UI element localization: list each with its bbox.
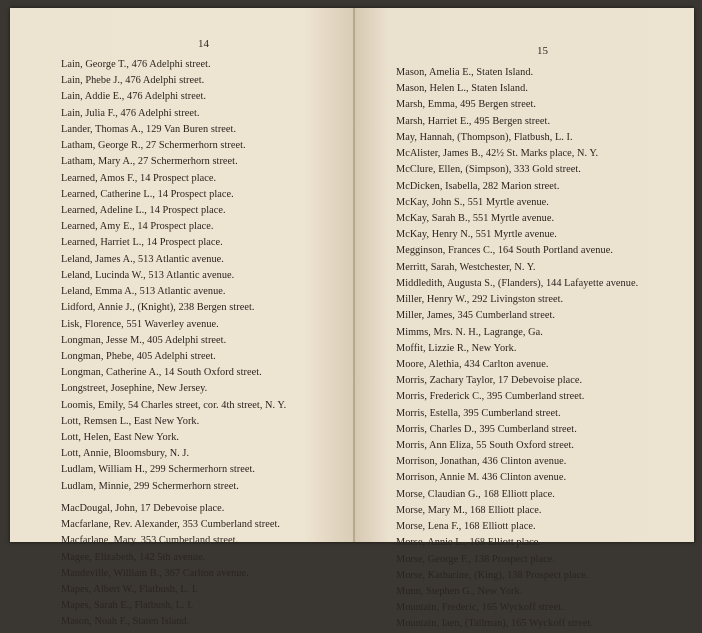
directory-entry: Lisk, Florence, 551 Waverley avenue. — [61, 318, 219, 330]
right-page — [355, 8, 694, 630]
directory-entry: Lander, Thomas A., 129 Van Buren street. — [61, 123, 237, 135]
directory-entry: McDicken, Isabella, 282 Marion street. — [396, 180, 560, 192]
directory-entry: Latham, Mary A., 27 Schermerhorn street. — [61, 156, 238, 168]
directory-entry: Lidford, Annie J., (Knight), 238 Bergen street. — [61, 302, 255, 314]
directory-entry: Lain, Addie E., 476 Adelphi street. — [61, 91, 207, 103]
directory-entry: Magee, Elizabeth, 142 5th avenue. — [61, 551, 206, 563]
directory-entry: Leland, James A., 513 Atlantic avenue. — [61, 253, 224, 265]
directory-entry: Morris, Zachary Taylor, 17 Debevoise place. — [396, 375, 583, 387]
book-spread — [10, 8, 694, 630]
directory-entry: Megginson, Frances C., 164 South Portland avenue. — [396, 245, 613, 257]
directory-entry: Morrison, Jonathan, 436 Clinton avenue. — [396, 456, 567, 468]
directory-entry: Middledith, Augusta S., (Flanders), 144 Lafayette avenue. — [396, 277, 639, 289]
directory-entry: Marsh, Emma, 495 Bergen street. — [396, 99, 537, 111]
directory-entry: Merritt, Sarah, Westchester, N. Y. — [396, 261, 536, 273]
directory-entry: May, Hannah, (Thompson), Flatbush, L. I. — [396, 131, 573, 143]
directory-entry: Lain, Phebe J., 476 Adelphi street. — [61, 75, 205, 87]
directory-entry: Leland, Lucinda W., 513 Atlantic avenue. — [61, 269, 235, 281]
directory-entry: Miller, James, 345 Cumberland street. — [396, 310, 556, 322]
directory-entry: Lott, Remsen L., East New York. — [61, 415, 200, 427]
page-number: 14 — [198, 38, 209, 50]
directory-list — [396, 65, 638, 633]
directory-entry: Mapes, Albert W., Flatbush, L. I. — [61, 584, 198, 595]
page-number: 15 — [537, 45, 548, 57]
directory-entry: Longman, Catherine A., 14 South Oxford street. — [61, 367, 262, 379]
directory-entry: Macfarlane, Rev. Alexander, 353 Cumberland street. — [61, 519, 281, 531]
directory-entry: Morse, George F., 138 Prospect place. — [396, 553, 555, 565]
directory-entry: Morrison, Annie M. 436 Clinton avenue. — [396, 472, 567, 484]
directory-entry: Latham, George R., 27 Schermerhorn street. — [61, 140, 246, 152]
directory-entry: Loomis, Emily, 54 Charles street, cor. 4th street, N. Y. — [61, 399, 287, 411]
directory-entry: Learned, Catherine L., 14 Prospect place. — [61, 188, 234, 200]
directory-entry: Longman, Phebe, 405 Adelphi street. — [61, 350, 216, 362]
directory-entry: Morse, Katharine, (King), 138 Prospect place. — [396, 569, 589, 581]
directory-entry: Morse, Claudian G., 168 Elliott place. — [396, 488, 555, 500]
directory-entry: Morse, Lena F., 168 Elliott place. — [396, 521, 536, 533]
directory-entry: MacDougal, John, 17 Debevoise place. — [61, 502, 225, 514]
directory-entry: McKay, John S., 551 Myrtle avenue. — [396, 196, 549, 208]
directory-entry: Morris, Frederick C., 395 Cumberland street. — [396, 391, 585, 403]
directory-entry: Leland, Emma A., 513 Atlantic avenue. — [61, 286, 226, 298]
directory-entry: Marsh, Harriet E., 495 Bergen street. — [396, 115, 551, 127]
directory-entry: Mapes, Sarah E., Flatbush, L. I. — [61, 600, 194, 612]
directory-entry: Morse, Mary M., 168 Elliott place. — [396, 504, 542, 516]
directory-entry: McAlister, James B., 42½ St. Marks place, N. Y. — [396, 148, 599, 160]
directory-entry: Moffit, Lizzie R., New York. — [396, 342, 517, 354]
directory-entry: Mountain, Iaen, (Tallman), 165 Wyckoff street. — [396, 618, 594, 630]
directory-entry: Longstreet, Josephine, New Jersey. — [61, 383, 208, 395]
directory-entry: Morris, Estella, 395 Cumberland street. — [396, 407, 561, 419]
left-page — [10, 8, 355, 628]
directory-entry: Morris, Ann Eliza, 55 South Oxford street. — [396, 440, 574, 452]
directory-entry: Lain, Julia F., 476 Adelphi street. — [61, 107, 200, 119]
directory-entry: Learned, Harriet L., 14 Prospect place. — [61, 237, 223, 249]
directory-entry: Mimms, Mrs. N. H., Lagrange, Ga. — [396, 326, 543, 338]
directory-entry: Mandeville, William B., 367 Carlton avenue. — [61, 567, 249, 579]
directory-entry: Lott, Annie, Bloomsbury, N. J. — [61, 448, 190, 460]
directory-entry: Morris, Charles D., 395 Cumberland street. — [396, 423, 577, 435]
directory-entry: Ludlam, Minnie, 299 Schermerhorn street. — [61, 480, 239, 492]
directory-entry: Mason, Helen L., Staten Island. — [396, 83, 528, 95]
directory-entry: Macfarlane, Mary, 353 Cumberland street. — [61, 535, 239, 547]
directory-entry: Mason, Amelia E., Staten Island. — [396, 67, 534, 78]
directory-list — [61, 57, 286, 631]
directory-entry: McClure, Ellen, (Simpson), 333 Gold street. — [396, 164, 581, 176]
directory-entry: Mason, Noah F., Staten Island. — [61, 616, 190, 628]
directory-entry: Lott, Helen, East New York. — [61, 432, 180, 444]
directory-entry: Learned, Adeline L., 14 Prospect place. — [61, 204, 226, 216]
directory-entry: Ludlam, William H., 299 Schermerhorn street. — [61, 464, 256, 476]
directory-entry: Munn, Stephen G., New York. — [396, 586, 523, 597]
directory-entry: Longman, Jesse M., 405 Adelphi street. — [61, 334, 227, 346]
directory-entry: Morse, Annie L., 168 Elliott place. — [396, 537, 542, 549]
directory-entry: Miller, Henry W., 292 Livingston street. — [396, 294, 564, 306]
directory-entry: McKay, Sarah B., 551 Myrtle avenue. — [396, 212, 555, 224]
directory-entry: Moore, Alethia, 434 Carlton avenue. — [396, 358, 549, 370]
directory-entry: Lain, George T., 476 Adelphi street. — [61, 59, 211, 70]
directory-entry: Learned, Amy E., 14 Prospect place. — [61, 221, 214, 233]
directory-entry: McKay, Henry N., 551 Myrtle avenue. — [396, 229, 557, 241]
directory-entry: Mountain, Frederic, 165 Wyckoff street. — [396, 602, 564, 614]
directory-entry: Learned, Amos F., 14 Prospect place. — [61, 172, 217, 184]
